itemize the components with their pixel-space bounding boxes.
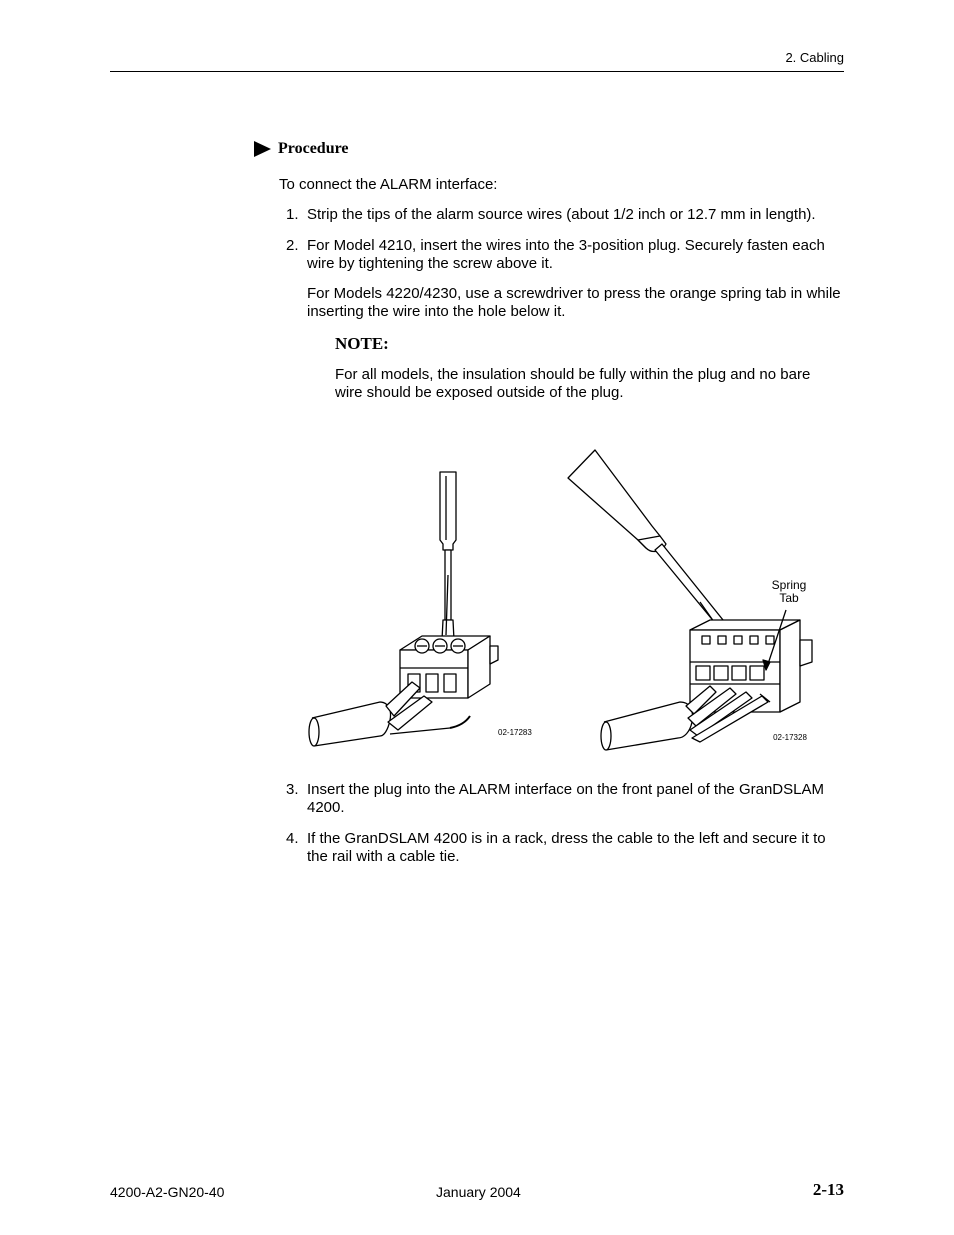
note-title: NOTE: (335, 334, 389, 353)
step-number: 3. (286, 781, 299, 798)
step-text: For Models 4220/4230, use a screwdriver to press the orange spring tab in while inserting the wire into the hole below it. (307, 285, 841, 320)
footer-doc-number: 4200-A2-GN20-40 (110, 1184, 225, 1200)
spring-tab-label-line1: Spring (771, 578, 807, 592)
header-rule (110, 71, 844, 72)
procedure-arrow-icon (254, 141, 271, 157)
step-text: Strip the tips of the alarm source wires (about 1/2 inch or 12.7 mm in length). (307, 206, 816, 223)
step-number: 1. (286, 206, 299, 223)
procedure-heading (254, 140, 349, 158)
step-number: 2. (286, 237, 299, 254)
cable-right-icon (601, 686, 768, 750)
step-text: If the GranDSLAM 4200 is in a rack, dress the cable to the left and secure it to the rail with a cable tie. (307, 830, 826, 865)
footer-date: January 2004 (436, 1184, 521, 1200)
running-header-section: 2. Cabling (785, 50, 844, 65)
step-1 (279, 206, 849, 224)
alarm-plug-illustration (300, 440, 830, 760)
step-3 (279, 781, 849, 817)
spring-tab-label-line2: Tab (779, 591, 799, 605)
screwdriver-icon (440, 472, 456, 640)
step-text: For Model 4210, insert the wires into the 3-position plug. Securely fasten each wire by tightening the screw above it. (307, 237, 825, 272)
step-number: 4. (286, 830, 299, 847)
step-2-continued (279, 285, 849, 321)
step-4 (279, 830, 849, 866)
page-number: 2-13 (812, 1180, 844, 1199)
procedure-intro: To connect the ALARM interface: (279, 176, 498, 193)
step-2 (279, 237, 849, 273)
step-text: Insert the plug into the ALARM interface on the front panel of the GranDSLAM 4200. (307, 781, 824, 816)
note-text: For all models, the insulation should be fully within the plug and no bare wire should be exposed outside of the plug. (335, 366, 811, 401)
figure-id-left: 02-17283 (498, 728, 532, 737)
figure-id-right: 02-17328 (773, 733, 807, 742)
procedure-heading-text: Procedure (278, 140, 349, 157)
